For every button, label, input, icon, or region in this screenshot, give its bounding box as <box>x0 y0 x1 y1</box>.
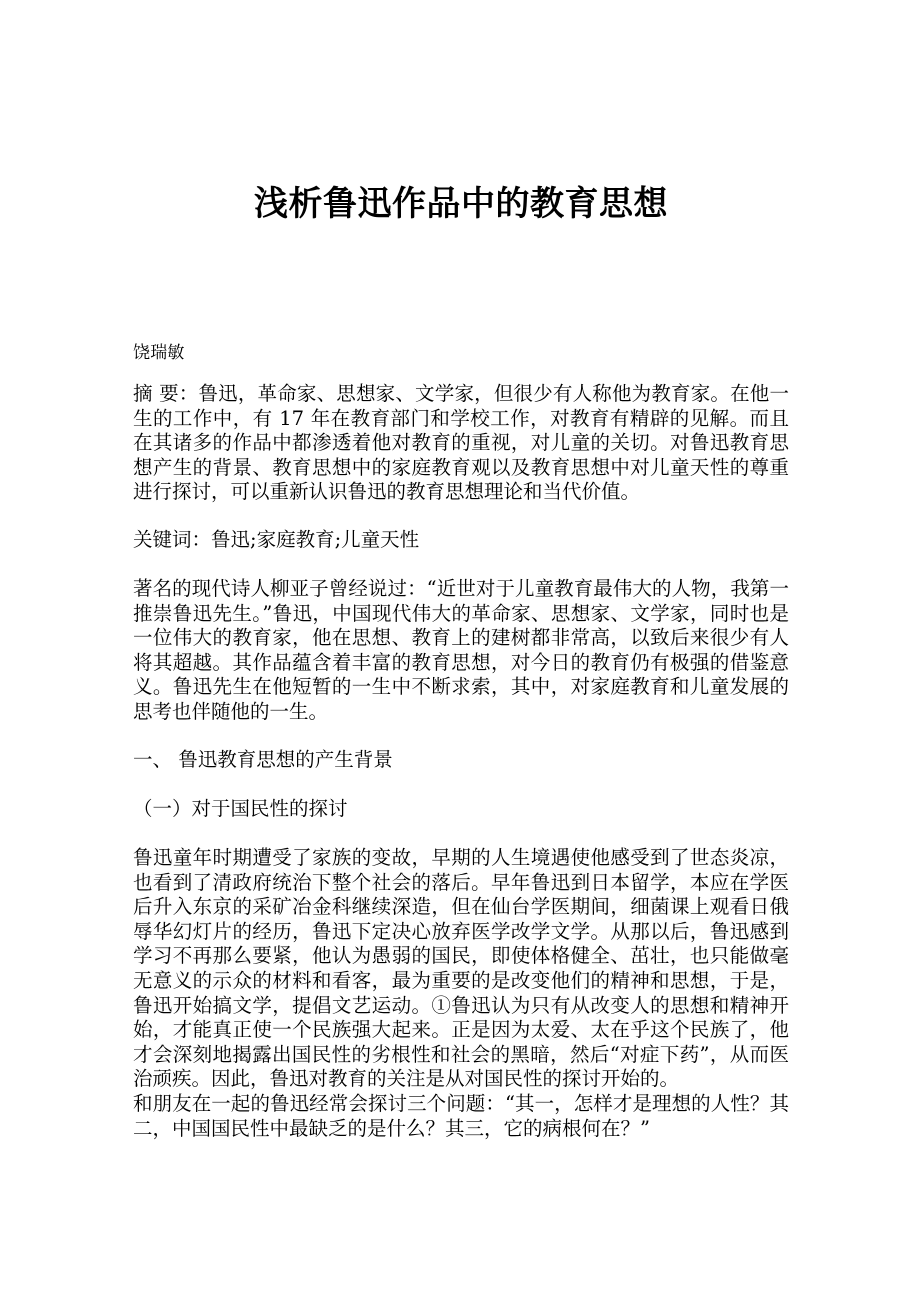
abstract-paragraph: 摘 要：鲁迅，革命家、思想家、文学家，但很少有人称他为教育家。在他一生的工作中，有 17 年在教育部门和学校工作，对教育有精辟的见解。而且在其诸多的作品中都渗透着他对教育的重视，对儿童的关切。对鲁迅教育思想产生的背景、教育思想中的家庭教育观以及教育思想中对儿童天性的尊重进行探讨，可以重新认识鲁迅的教育思想理论和当代价值。 <box>133 382 789 504</box>
background-body-paragraph: 鲁迅童年时期遭受了家族的变故，早期的人生境遇使他感受到了世态炎凉，也看到了清政府统治下整个社会的落后。早年鲁迅到日本留学，本应在学医后升入东京的采矿冶金科继续深造，但在仙台学医期间，细菌课上观看日俄辱华幻灯片的经历，鲁迅下定决心放弃医学改学文学。从那以后，鲁迅感到学习不再那么要紧，他认为愚弱的国民，即使体格健全、茁壮，也只能做毫无意义的示众的材料和看客，最为重要的是改变他们的精神和思想，于是，鲁迅开始搞文学，提倡文艺运动。①鲁迅认为只有从改变人的思想和精神开始，才能真正使一个民族强大起来。正是因为太爱、太在乎这个民族了，他才会深刻地揭露出国民性的劣根性和社会的黑暗，然后“对症下药”，从而医治顽疾。因此，鲁迅对教育的关注是从对国民性的探讨开始的。 <box>133 846 789 1091</box>
section-heading-level1: 一、 鲁迅教育思想的产生背景 <box>133 748 393 771</box>
questions-paragraph: 和朋友在一起的鲁迅经常会探讨三个问题：“其一，怎样才是理想的人性？其二，中国国民性中最缺乏的是什么？其三，它的病根何在？” <box>133 1092 789 1140</box>
page-title: 浅析鲁迅作品中的教育思想 <box>254 184 668 224</box>
section-heading-level2: （一）对于国民性的探讨 <box>133 797 348 820</box>
introduction-paragraph: 著名的现代诗人柳亚子曾经说过：“近世对于儿童教育最伟大的人物，我第一推崇鲁迅先生。”鲁迅，中国现代伟大的革命家、思想家、文学家，同时也是一位伟大的教育家，他在思想、教育上的建树都非常高，以致后来很少有人将其超越。其作品蕴含着丰富的教育思想，对今日的教育仍有极强的借鉴意义。鲁迅先生在他短暂的一生中不断求索，其中，对家庭教育和儿童发展的思考也伴随他的一生。 <box>133 577 789 723</box>
author-name: 饶瑞敏 <box>133 343 185 363</box>
keywords-line: 关键词：鲁迅;家庭教育;儿童天性 <box>133 528 420 551</box>
